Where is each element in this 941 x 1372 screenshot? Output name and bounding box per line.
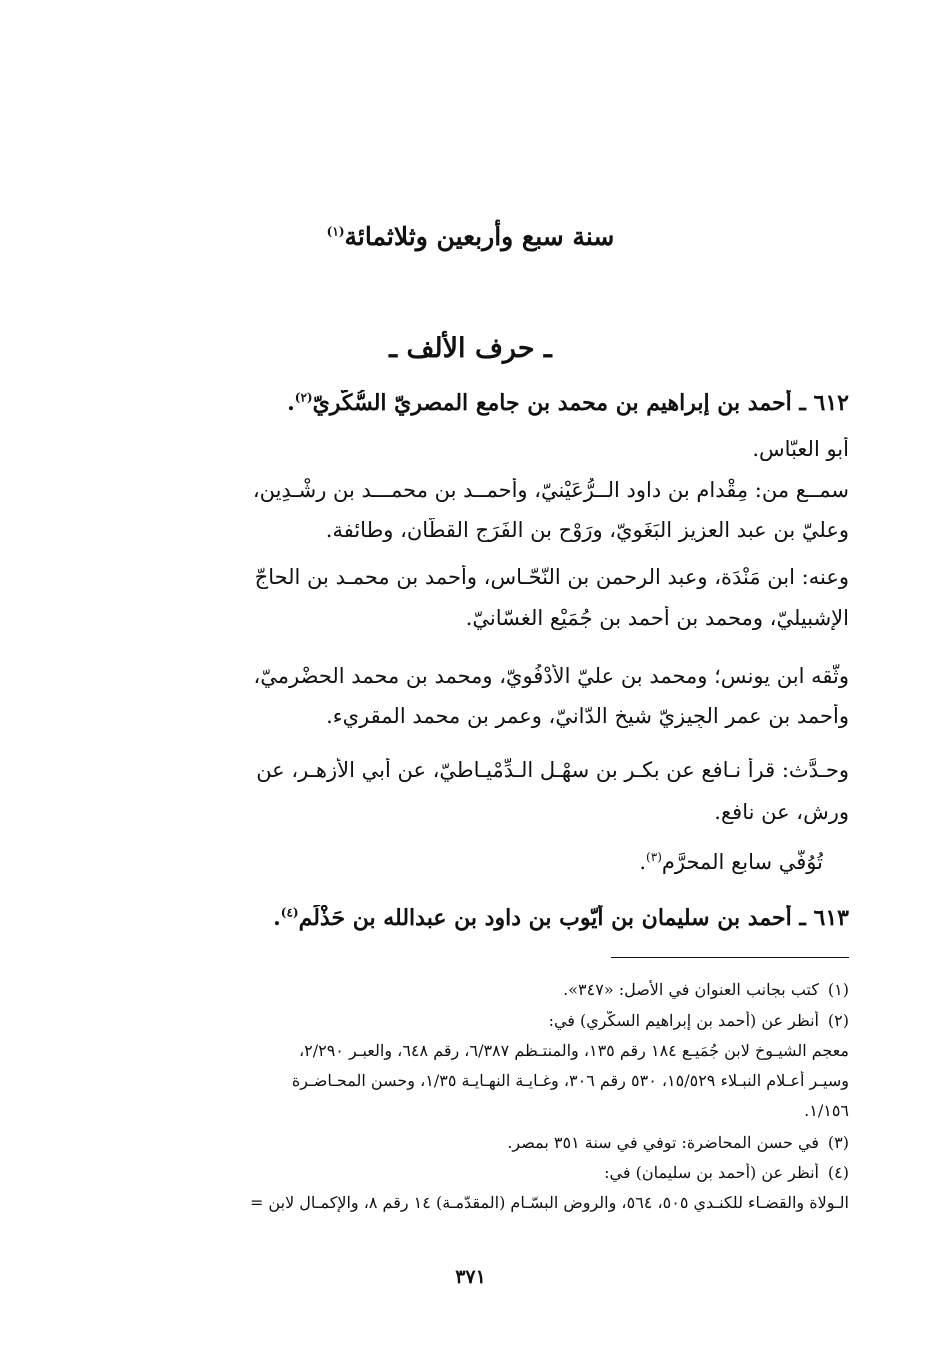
footnote-number: (١): [827, 980, 849, 999]
footnote-3: [100, 1133, 849, 1152]
footnote-2-sources-line-2: وسيـر أعـلام النبـلاء ١٥/٥٢٩، ٥٣٠ رقم ٣٠٦، وغـايـة النهـايـة ١/٣٥، وحسن المحـاضـرة: [291, 1071, 849, 1090]
year-heading: [0, 222, 941, 251]
footnote-text: كتب بجانب العنوان في الأصل: «٣٤٧».: [563, 980, 819, 999]
entry-612-narration-line-1: وحـدَّث: قرأ نـافع عن بكـر بن سهْـل الـدِّمْيـاطيّ، عن أبي الأزهـر، عن: [256, 758, 849, 782]
entry-613-title-end: .: [273, 905, 281, 931]
entry-612-death-text: تُوُفّي سابع المحرَّم: [661, 850, 823, 874]
footnote-ref-3: (٣): [646, 850, 662, 864]
footnote-2: [100, 1011, 849, 1030]
entry-612-narration-line-2: ورش، عن نافع.: [714, 800, 849, 824]
entry-612-students-line-1: وعنه: ابن مَنْدَة، وعبد الرحمن بن النّحّـاس، وأحمد بن محمـد بن الحاجّ: [254, 565, 849, 589]
entry-612-death-end: .: [639, 850, 647, 874]
footnote-ref-1: (١): [326, 224, 345, 239]
footnote-4-sources-line-1: الـولاة والقضـاء للكنـدي ٥٠٥، ٥٦٤، والروض البسّـام (المقدّمـة) ١٤ رقم ٨، والإكمـال لابن =: [249, 1193, 849, 1212]
footnote-text: أنظر عن (أحمد بن إبراهيم السكّري) في:: [548, 1011, 819, 1030]
entry-613-title-text: ٦١٣ ـ أحمد بن سليمان بن أيّوب بن داود بن عبدالله بن حَذْلَم: [298, 905, 849, 931]
footnote-ref-4: (٤): [280, 905, 299, 920]
entry-612-title-end: .: [287, 390, 295, 416]
footnote-text: أنظر عن (أحمد بن سليمان) في:: [604, 1163, 819, 1182]
footnote-divider: [611, 957, 849, 958]
footnote-2-sources-line-3: ١/١٥٦.: [804, 1101, 849, 1120]
footnote-1: [100, 980, 849, 999]
footnote-4: [100, 1163, 849, 1182]
letter-heading: ـ حرف الألف ـ: [389, 333, 552, 364]
entry-612-trust-line-1: وثّقه ابن يونس؛ ومحمد بن عليّ الأُدْفُويّ، ومحمد بن محمد الحضْرميّ،: [253, 664, 849, 688]
entry-612-title-text: ٦١٢ ـ أحمد بن إبراهيم بن محمد بن جامع المصريّ السُّكّريّ: [312, 390, 849, 416]
entry-612-trust-line-2: وأحمد بن عمر الجِيزيّ شيخ الدّانيّ، وعمر بن محمد المقريء.: [326, 704, 849, 728]
entry-612-kunya: أبو العبّاس.: [752, 437, 849, 461]
footnote-2-sources-line-1: معجم الشيـوخ لابن جُمَيـع ١٨٤ رقم ١٣٥، والمنتـظم ٦/٣٨٧، رقم ٦٤٨، والعبـر ٢/٢٩٠،: [298, 1041, 849, 1060]
page-number: ٣٧١: [455, 1266, 486, 1288]
entry-612-title: [132, 390, 849, 416]
entry-612-teachers-line-2: وعليّ بن عبد العزيز البَغَويّ، ورَوْح بن الفَرَج القطّان، وطائفة.: [325, 518, 849, 542]
footnote-ref-2: (٢): [294, 390, 313, 405]
footnote-number: (٢): [827, 1011, 849, 1030]
year-heading-text: سنة سبع وأربعين وثلاثمائة: [344, 222, 615, 251]
entry-612-death: [132, 850, 823, 874]
footnote-number: (٤): [827, 1163, 849, 1182]
entry-613-title: [132, 905, 849, 931]
entry-612-teachers-line-1: سمــع من: مِقْدام بن داود الــرُّعَيْنيّ، وأحمــد بن محمـــد بن رِشْـدِين،: [252, 478, 849, 502]
entry-612-students-line-2: الإشبيليّ، ومحمد بن أحمد بن جُمَيْع الغسّانيّ.: [465, 606, 849, 630]
footnote-number: (٣): [827, 1133, 849, 1152]
footnote-text: في حسن المحاضرة: توفي في سنة ٣٥١ بمصر.: [507, 1133, 819, 1152]
